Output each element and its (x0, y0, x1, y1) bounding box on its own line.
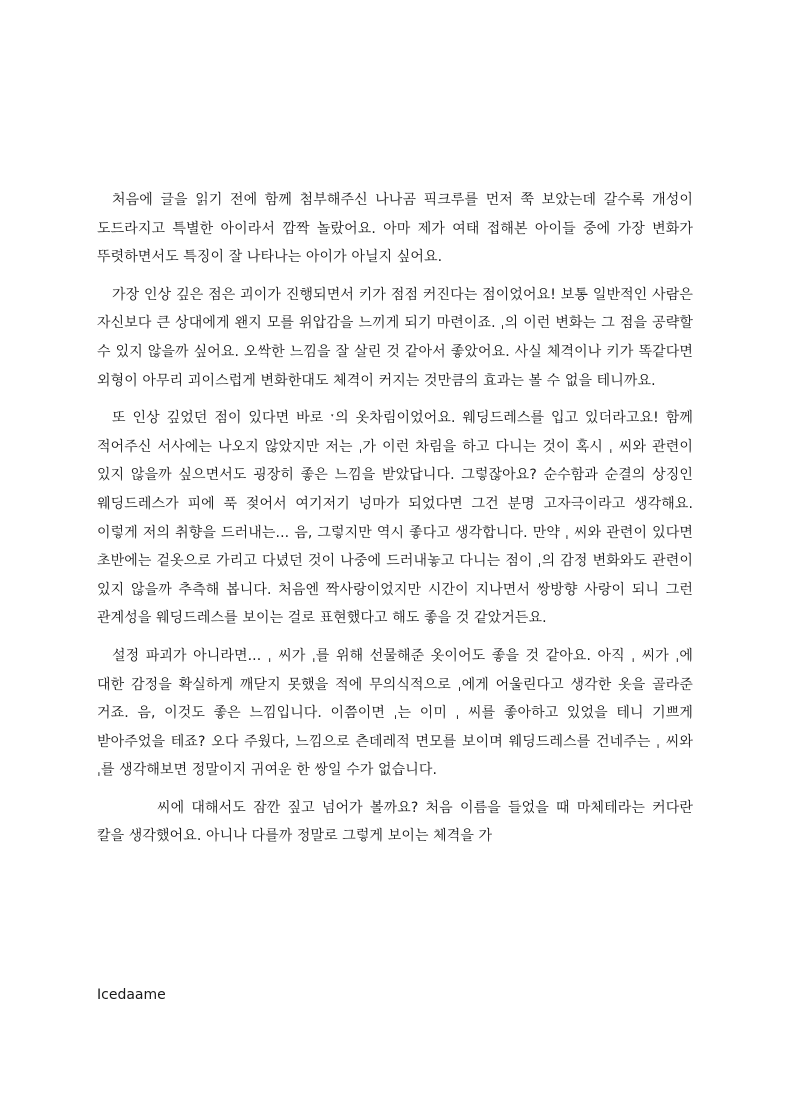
footer-author: Icedaame (97, 987, 166, 1003)
paragraph: 또 인상 깊었던 점이 있다면 바로 ˑ의 옷차림이었어요. 웨딩드레스를 입고 있더라고요! 함께 적어주신 서사에는 나오지 않았지만 저는 ˌ가 이런 차림을 하고 다니는 것이 혹시 ˌ 씨와 관련이 있지 않을까 싶으면서도 굉장히 좋은 느낌을 받았답니다. 그렇잖아요? 순수함과 순결의 상징인 웨딩드레스가 피에 푹 젖어서 여기저기 넝마가 되었다면 그건 분명 고자극이라고 생각해요. 이렇게 저의 취향을 드러내는... 음, 그렇지만 역시 좋다고 생각합니다. 만약 ˌ 씨와 관련이 있다면 초반에는 겉옷으로 가리고 다녔던 것이 나중에 드러내놓고 다니는 점이 ˌ의 감정 변화와도 관련이 있지 않을까 추측해 봅니다. 처음엔 짝사랑이었지만 시간이 지나면서 쌍방향 사랑이 되니 그런 관계성을 웨딩드레스를 보이는 걸로 표현했다고 해도 좋을 것 같았거든요. (97, 410, 693, 627)
paragraph: 가장 인상 깊은 점은 괴이가 진행되면서 키가 점점 커진다는 점이었어요! 보통 일반적인 사람은 자신보다 큰 상대에게 왠지 모를 위압감을 느끼게 되기 마련이죠. ˌ의 이런 변화는 그 점을 공략할 수 있지 않을까 싶어요. 오싹한 느낌을 잘 살린 것 같아서 좋았어요. 사실 체격이나 키가 똑같다면 외형이 아무리 괴이스럽게 변화한대도 체격이 커지는 것만큼의 효과는 볼 수 없을 테니까요. (97, 286, 693, 389)
paragraph: 처음에 글을 읽기 전에 함께 첨부해주신 나나곰 픽크루를 먼저 쭉 보았는데 갈수록 개성이 도드라지고 특별한 아이라서 깜짝 놀랐어요. 아마 제가 여태 접해본 아이들 중에 가장 변화가 뚜렷하면서도 특징이 잘 나타나는 아이가 아닐지 싶어요. (97, 192, 693, 266)
paragraph: 설정 파괴가 아니라면... ˌ 씨가 ˌ를 위해 선물해준 옷이어도 좋을 것 같아요. 아직 ˌ 씨가 ˌ에 대한 감정을 확실하게 깨닫지 못했을 적에 무의식적으로 ˌ에게 어울린다고 생각한 옷을 골라준 거죠. 음, 이것도 좋은 느낌입니다. 이쯤이면 ˌ는 이미 ˌ 씨를 좋아하고 있었을 테니 기쁘게 받아주었을 테죠? 오다 주웠다, 느낌으로 츤데레적 면모를 보이며 웨딩드레스를 건네주는 ˌ 씨와 ˌ를 생각해보면 정말이지 귀여운 한 쌍일 수가 없습니다. (97, 647, 693, 779)
paragraph: 씨에 대해서도 잠깐 짚고 넘어가 볼까요? 처음 이름을 들었을 때 마체테라는 커다란 칼을 생각했어요. 아니나 다를까 정말로 그렇게 보이는 체격을 가 (97, 799, 693, 845)
document-body (97, 186, 693, 860)
